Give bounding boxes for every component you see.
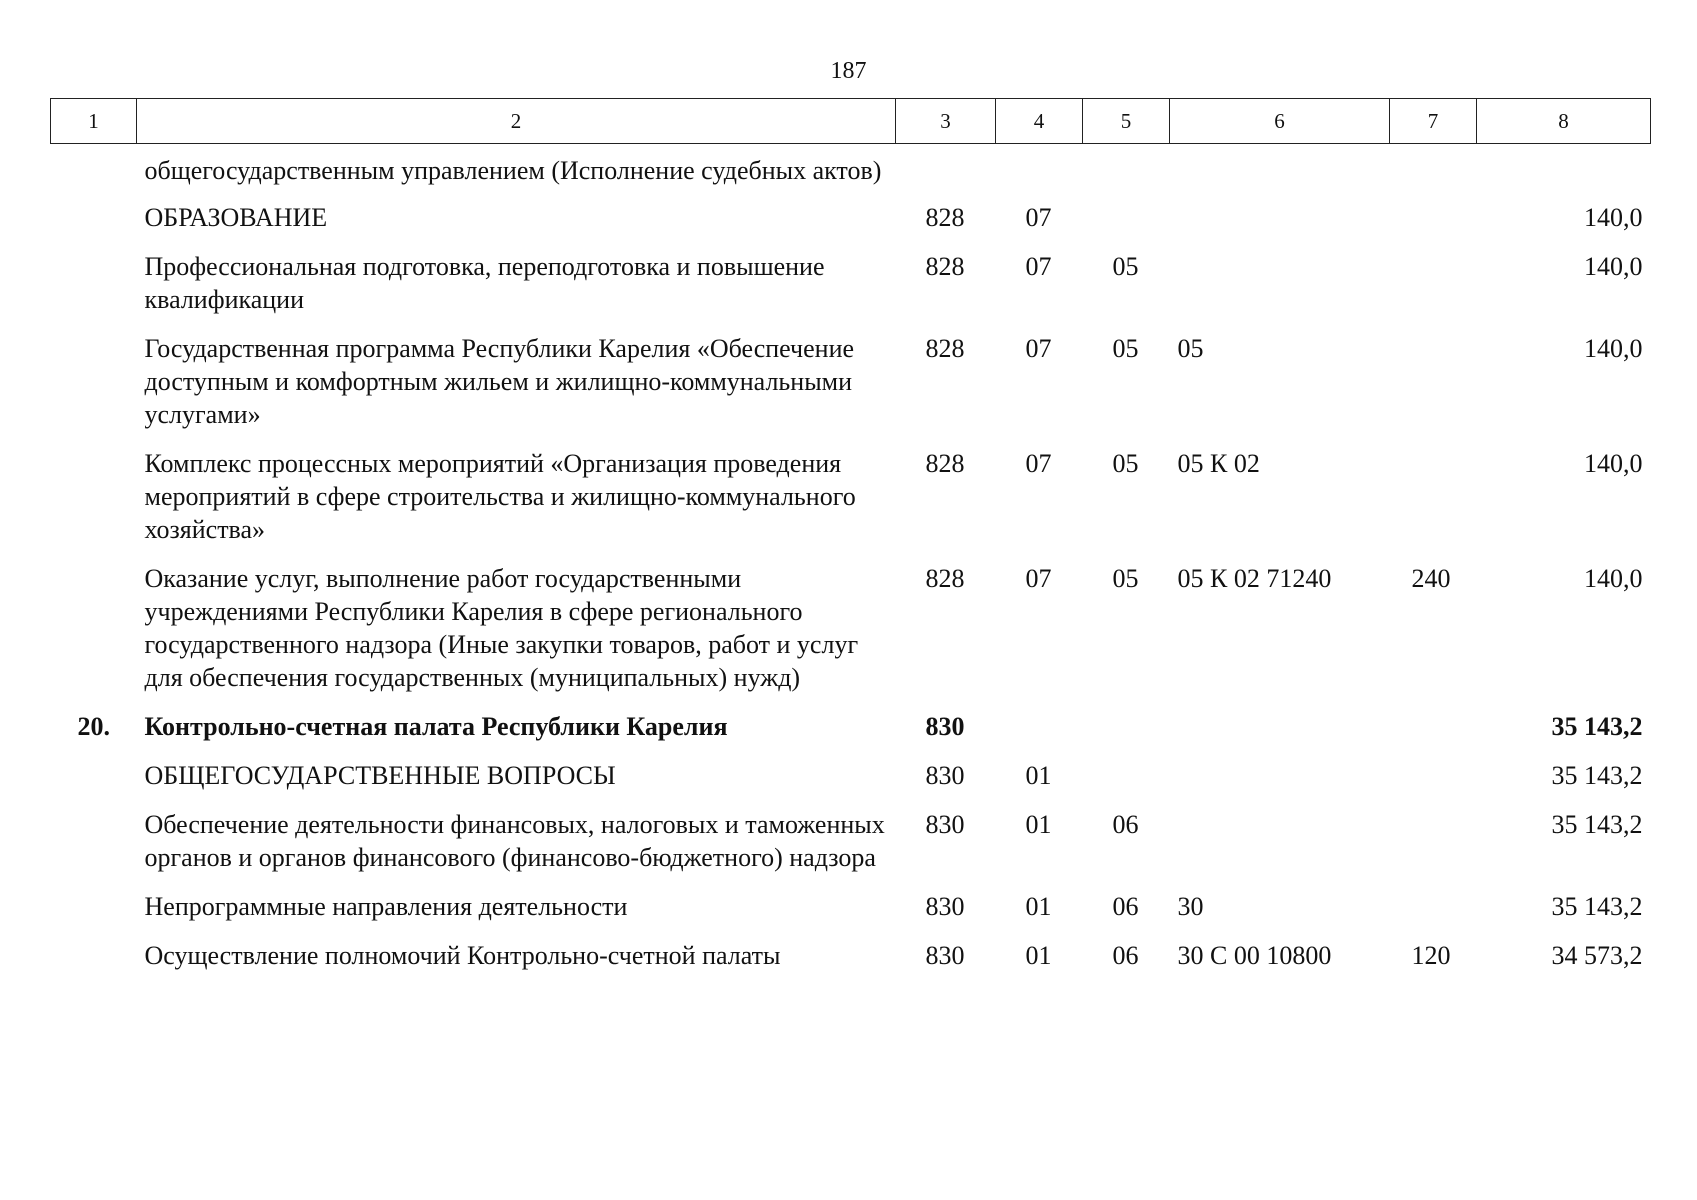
expense-type-code: [1390, 710, 1477, 759]
target-article-code: 30 С 00 10800: [1177, 941, 1332, 970]
table-row: [51, 250, 1651, 332]
row-number: 20.: [77, 712, 110, 741]
row-number: [51, 890, 137, 939]
subsection-code: 06: [1112, 941, 1139, 970]
expense-type-code: [1390, 332, 1477, 447]
section-code: 01: [1025, 810, 1052, 839]
target-article-code: 30: [1177, 892, 1204, 921]
amount: 140,0: [1584, 564, 1643, 593]
grbs-code: 828: [925, 449, 965, 478]
subsection-code: [1083, 201, 1170, 250]
target-article-code: [1170, 201, 1390, 250]
expense-type-code: [1390, 759, 1477, 808]
expense-type-code: [1390, 447, 1477, 562]
target-article-code: [1170, 144, 1390, 202]
subsection-code: 05: [1112, 564, 1139, 593]
column-header-7: 7: [1390, 99, 1477, 144]
table-row: [51, 447, 1651, 562]
subsection-code: 05: [1112, 334, 1139, 363]
row-number: [51, 447, 137, 562]
column-header-5: 5: [1083, 99, 1170, 144]
column-number-header-row: [51, 99, 1651, 144]
target-article-code: 05: [1177, 334, 1204, 363]
target-article-code: 05 К 02 71240: [1177, 564, 1332, 593]
amount: 34 573,2: [1551, 941, 1643, 970]
expense-type-code: [1390, 144, 1477, 202]
expense-type-code: 120: [1411, 941, 1451, 970]
amount: 140,0: [1584, 334, 1643, 363]
row-name: ОБЩЕГОСУДАРСТВЕННЫЕ ВОПРОСЫ: [144, 761, 616, 790]
target-article-code: [1170, 759, 1390, 808]
subsection-code: 05: [1112, 449, 1139, 478]
grbs-code: 830: [925, 712, 965, 741]
amount: 140,0: [1584, 203, 1643, 232]
amount: 35 143,2: [1551, 761, 1643, 790]
subsection-code: 05: [1112, 252, 1139, 281]
section-code: 07: [1025, 449, 1052, 478]
row-name: Государственная программа Республики Карелия «Обеспечение доступным и комфортным жильем и жилищно-коммунальными услугами»: [144, 334, 855, 429]
section-code: 07: [1025, 252, 1052, 281]
grbs-code: 830: [925, 941, 965, 970]
subsection-code: [1083, 759, 1170, 808]
table-row: [51, 144, 1651, 202]
target-article-code: [1170, 710, 1390, 759]
section-code: 01: [1025, 892, 1052, 921]
amount: 35 143,2: [1551, 712, 1643, 741]
expense-type-code: [1390, 890, 1477, 939]
grbs-code: 828: [925, 203, 965, 232]
row-number: [51, 201, 137, 250]
table-row: [51, 332, 1651, 447]
row-name: Комплекс процессных мероприятий «Организация проведения мероприятий в сфере строительства и жилищно-коммунального хозяйства»: [144, 449, 856, 544]
page-number: 187: [830, 58, 867, 84]
row-name: общегосударственным управлением (Исполнение судебных актов): [144, 156, 882, 185]
row-number: [51, 332, 137, 447]
expense-type-code: [1390, 201, 1477, 250]
amount: 35 143,2: [1551, 810, 1643, 839]
table-row: [51, 939, 1651, 988]
table-body: [51, 144, 1651, 989]
target-article-code: [1170, 250, 1390, 332]
row-number: [51, 562, 137, 710]
table-row: [51, 710, 1651, 759]
budget-table: [50, 98, 1651, 988]
column-header-4: 4: [996, 99, 1083, 144]
expense-type-code: 240: [1411, 564, 1451, 593]
column-header-6: 6: [1170, 99, 1390, 144]
table-row: [51, 890, 1651, 939]
row-name: ОБРАЗОВАНИЕ: [144, 203, 328, 232]
amount: 140,0: [1584, 252, 1643, 281]
table-row: [51, 562, 1651, 710]
amount: 35 143,2: [1551, 892, 1643, 921]
row-name: Профессиональная подготовка, переподготовка и повышение квалификации: [144, 252, 825, 314]
section-code: 07: [1025, 334, 1052, 363]
column-header-8: 8: [1477, 99, 1651, 144]
row-name: Оказание услуг, выполнение работ государственными учреждениями Республики Карелия в сфере регионального государственного надзора (Иные закупки товаров, работ и услуг для обеспечения государственных (муниципальных) нужд): [144, 564, 859, 692]
section-code: 01: [1025, 761, 1052, 790]
subsection-code: [1083, 144, 1170, 202]
row-number: [51, 808, 137, 890]
subsection-code: [1083, 710, 1170, 759]
column-header-1: 1: [51, 99, 137, 144]
column-header-3: 3: [896, 99, 996, 144]
row-name: Непрограммные направления деятельности: [144, 892, 628, 921]
row-number: [51, 939, 137, 988]
section-code: [996, 710, 1083, 759]
subsection-code: 06: [1112, 892, 1139, 921]
target-article-code: [1170, 808, 1390, 890]
section-code: 07: [1025, 564, 1052, 593]
table-row: [51, 808, 1651, 890]
amount: 140,0: [1584, 449, 1643, 478]
row-number: [51, 144, 137, 202]
subsection-code: 06: [1112, 810, 1139, 839]
grbs-code: 828: [925, 564, 965, 593]
expense-type-code: [1390, 250, 1477, 332]
row-number: [51, 759, 137, 808]
expense-type-code: [1390, 808, 1477, 890]
table-row: [51, 759, 1651, 808]
target-article-code: 05 К 02: [1177, 449, 1260, 478]
row-name: Обеспечение деятельности финансовых, налоговых и таможенных органов и органов финансового (финансово-бюджетного) надзора: [144, 810, 885, 872]
section-code: [996, 144, 1083, 202]
grbs-code: 830: [925, 761, 965, 790]
grbs-code: 828: [925, 334, 965, 363]
row-name: Контрольно-счетная палата Республики Карелия: [144, 712, 728, 741]
table-row: [51, 201, 1651, 250]
row-name: Осуществление полномочий Контрольно-счетной палаты: [144, 941, 781, 970]
section-code: 07: [1025, 203, 1052, 232]
grbs-code: 830: [925, 892, 965, 921]
section-code: 01: [1025, 941, 1052, 970]
grbs-code: [896, 144, 996, 202]
amount: [1477, 144, 1651, 202]
row-number: [51, 250, 137, 332]
grbs-code: 830: [925, 810, 965, 839]
grbs-code: 828: [925, 252, 965, 281]
column-header-2: 2: [137, 99, 896, 144]
